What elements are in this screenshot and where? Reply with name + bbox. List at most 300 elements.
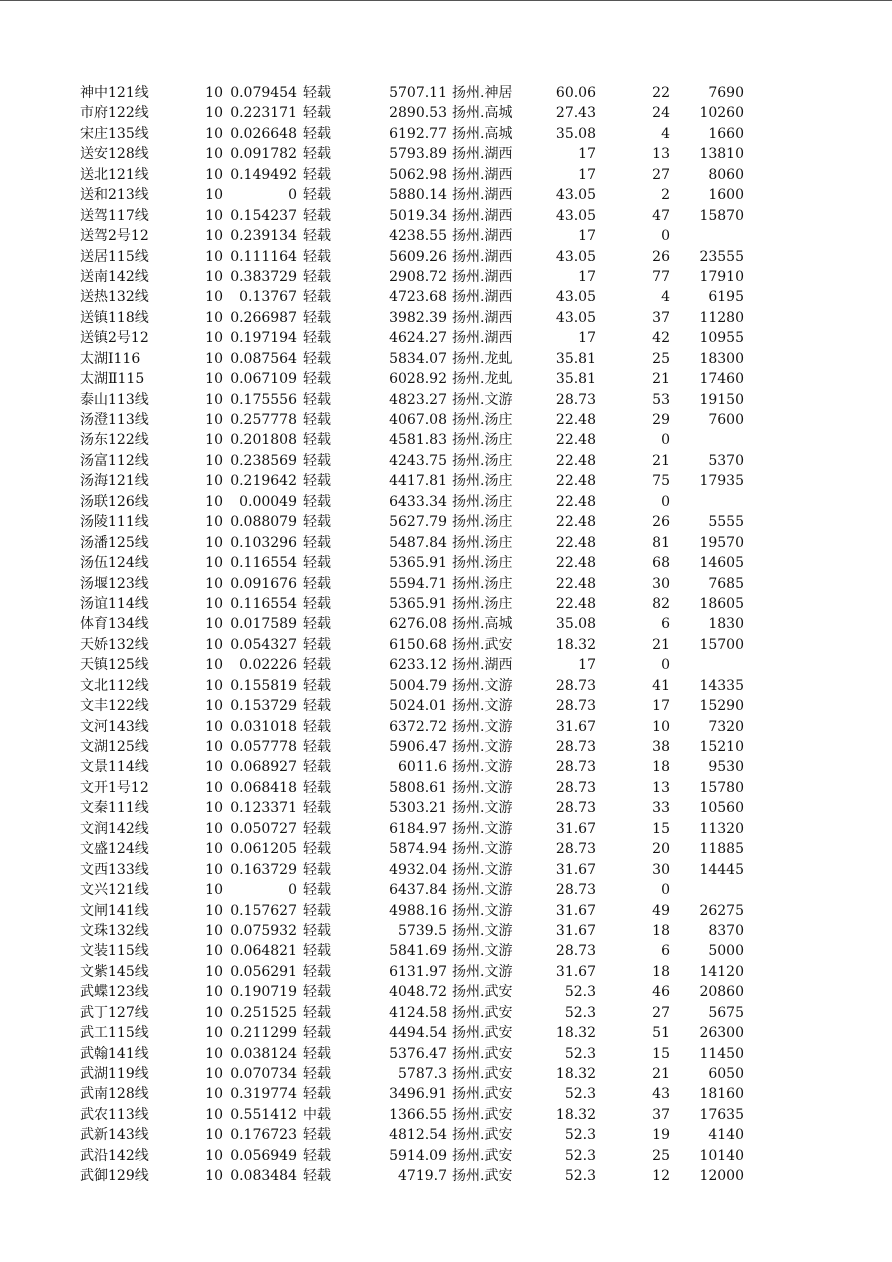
line-length-cell: 31.67 — [555, 922, 596, 939]
substation-cell: 扬州.汤庄 — [452, 555, 513, 572]
load-status-cell: 轻载 — [303, 595, 331, 612]
load-rate-cell: 0.176723 — [230, 1127, 297, 1144]
line-length-cell: 43.05 — [555, 187, 596, 204]
load-status-cell: 轻载 — [303, 739, 331, 755]
load-status-cell: 轻载 — [303, 657, 331, 674]
transformer-capacity-cell: 26300 — [699, 1025, 744, 1042]
substation-cell: 扬州.高城 — [452, 125, 513, 142]
table-row — [0, 1023, 892, 1043]
spare-capacity-cell: 6233.12 — [389, 657, 447, 674]
line-length-cell: 28.73 — [555, 391, 596, 408]
table-row — [0, 390, 892, 410]
table-row — [0, 165, 892, 185]
line-length-cell: 27.43 — [555, 105, 596, 122]
line-name-cell: 武御129线 — [80, 1168, 149, 1185]
transformer-count-cell: 17 — [652, 698, 670, 715]
transformer-count-cell: 29 — [652, 412, 670, 428]
voltage-cell: 10 — [205, 759, 223, 776]
transformer-count-cell: 37 — [652, 1106, 670, 1123]
load-rate-cell: 0.223171 — [230, 105, 297, 122]
spare-capacity-cell: 5739.5 — [398, 922, 447, 939]
spare-capacity-cell: 4932.04 — [389, 861, 447, 878]
line-length-cell: 35.08 — [555, 125, 596, 142]
voltage-cell: 10 — [205, 698, 223, 715]
substation-cell: 扬州.湖西 — [452, 228, 513, 245]
transformer-count-cell: 41 — [652, 677, 670, 694]
load-status-cell: 轻载 — [303, 555, 331, 572]
transformer-count-cell: 38 — [652, 739, 670, 755]
substation-cell: 扬州.湖西 — [452, 187, 513, 204]
spare-capacity-cell: 4494.54 — [389, 1025, 447, 1042]
spare-capacity-cell: 4417.81 — [389, 473, 447, 490]
table-row — [0, 1105, 892, 1125]
substation-cell: 扬州.武安 — [452, 1127, 513, 1144]
substation-cell: 扬州.武安 — [452, 1025, 513, 1042]
table-row — [0, 492, 892, 512]
spare-capacity-cell: 3496.91 — [389, 1086, 447, 1103]
spare-capacity-cell: 4067.08 — [389, 412, 447, 428]
voltage-cell: 10 — [205, 861, 223, 878]
spare-capacity-cell: 5874.94 — [389, 841, 447, 858]
spare-capacity-cell: 5793.89 — [389, 146, 447, 163]
line-name-cell: 太湖Ⅰ116 — [80, 350, 141, 367]
line-length-cell: 28.73 — [555, 698, 596, 715]
load-status-cell: 轻载 — [303, 371, 331, 388]
voltage-cell: 10 — [205, 657, 223, 674]
load-status-cell: 轻载 — [303, 677, 331, 694]
load-status-cell: 轻载 — [303, 984, 331, 1001]
table-row — [0, 901, 892, 921]
line-name-cell: 文湖125线 — [80, 739, 149, 755]
table-row — [0, 553, 892, 573]
line-name-cell: 文装115线 — [80, 943, 149, 960]
voltage-cell: 10 — [205, 452, 223, 469]
table-row — [0, 287, 892, 307]
line-length-cell: 22.48 — [555, 452, 596, 469]
line-length-cell: 52.3 — [564, 1127, 596, 1144]
table-row — [0, 982, 892, 1002]
transformer-count-cell: 0 — [661, 432, 670, 449]
line-name-cell: 文润142线 — [80, 820, 149, 837]
load-status-cell: 轻载 — [303, 85, 331, 101]
transformer-count-cell: 18 — [652, 759, 670, 776]
line-length-cell: 28.73 — [555, 943, 596, 960]
substation-cell: 扬州.汤庄 — [452, 432, 513, 449]
substation-cell: 扬州.文游 — [452, 841, 513, 858]
table-row — [0, 533, 892, 553]
spare-capacity-cell: 5808.61 — [389, 779, 447, 796]
load-rate-cell: 0.00049 — [239, 493, 297, 510]
load-rate-cell: 0.238569 — [230, 452, 297, 469]
table-row — [0, 921, 892, 941]
transformer-count-cell: 18 — [652, 963, 670, 980]
line-length-cell: 31.67 — [555, 718, 596, 735]
load-status-cell: 轻载 — [303, 1147, 331, 1164]
transformer-capacity-cell: 1830 — [708, 616, 744, 633]
spare-capacity-cell: 4124.58 — [389, 1004, 447, 1021]
load-rate-cell: 0.056949 — [230, 1147, 297, 1164]
table-row — [0, 819, 892, 839]
load-rate-cell: 0.383729 — [230, 268, 297, 285]
substation-cell: 扬州.湖西 — [452, 166, 513, 183]
load-rate-cell: 0.163729 — [230, 861, 297, 878]
voltage-cell: 10 — [205, 718, 223, 735]
load-status-cell: 轻载 — [303, 636, 331, 653]
line-length-cell: 43.05 — [555, 248, 596, 265]
table-row — [0, 185, 892, 205]
line-name-cell: 文丰122线 — [80, 698, 149, 715]
spare-capacity-cell: 4723.68 — [389, 289, 447, 306]
spare-capacity-cell: 5627.79 — [389, 514, 447, 531]
voltage-cell: 10 — [205, 1025, 223, 1042]
line-length-cell: 28.73 — [555, 882, 596, 899]
load-status-cell: 轻载 — [303, 779, 331, 796]
line-length-cell: 35.81 — [555, 371, 596, 388]
transformer-capacity-cell: 7690 — [708, 85, 744, 101]
substation-cell: 扬州.文游 — [452, 739, 513, 755]
transformer-count-cell: 46 — [652, 984, 670, 1001]
transformer-capacity-cell: 8060 — [708, 166, 744, 183]
spare-capacity-cell: 1366.55 — [389, 1106, 447, 1123]
load-status-cell: 轻载 — [303, 759, 331, 776]
load-status-cell: 轻载 — [303, 473, 331, 490]
line-length-cell: 43.05 — [555, 207, 596, 224]
load-status-cell: 轻载 — [303, 432, 331, 449]
substation-cell: 扬州.湖西 — [452, 248, 513, 265]
substation-cell: 扬州.文游 — [452, 698, 513, 715]
transformer-capacity-cell: 20860 — [699, 984, 744, 1001]
load-status-cell: 轻载 — [303, 452, 331, 469]
transformer-capacity-cell: 10140 — [699, 1147, 744, 1164]
table-row — [0, 103, 892, 123]
line-name-cell: 武沿142线 — [80, 1147, 149, 1164]
transformer-capacity-cell: 18160 — [699, 1086, 744, 1103]
line-length-cell: 52.3 — [564, 1045, 596, 1062]
voltage-cell: 10 — [205, 432, 223, 449]
line-length-cell: 43.05 — [555, 309, 596, 326]
transformer-count-cell: 15 — [652, 1045, 670, 1062]
transformer-count-cell: 42 — [652, 330, 670, 347]
load-rate-cell: 0.050727 — [230, 820, 297, 837]
table-row — [0, 328, 892, 348]
line-length-cell: 52.3 — [564, 1086, 596, 1103]
table-row — [0, 941, 892, 961]
line-name-cell: 文盛124线 — [80, 841, 149, 858]
line-name-cell: 送热132线 — [80, 289, 149, 306]
load-rate-cell: 0.103296 — [230, 534, 297, 551]
load-rate-cell: 0.123371 — [230, 800, 297, 817]
table-row — [0, 1084, 892, 1104]
load-rate-cell: 0.038124 — [230, 1045, 297, 1062]
load-status-cell: 轻载 — [303, 105, 331, 122]
load-rate-cell: 0.064821 — [230, 943, 297, 960]
substation-cell: 扬州.湖西 — [452, 268, 513, 285]
table-row — [0, 860, 892, 880]
line-length-cell: 18.32 — [555, 1106, 596, 1123]
spare-capacity-cell: 5024.01 — [389, 698, 447, 715]
transformer-capacity-cell: 1600 — [708, 187, 744, 204]
line-name-cell: 汤伍124线 — [80, 555, 149, 572]
line-length-cell: 28.73 — [555, 677, 596, 694]
line-name-cell: 汤澄113线 — [80, 412, 149, 428]
spare-capacity-cell: 5062.98 — [389, 166, 447, 183]
substation-cell: 扬州.武安 — [452, 1168, 513, 1185]
line-name-cell: 送居115线 — [80, 248, 149, 265]
table-row — [0, 369, 892, 389]
table-row — [0, 1003, 892, 1023]
load-status-cell: 轻载 — [303, 268, 331, 285]
substation-cell: 扬州.武安 — [452, 1147, 513, 1164]
load-status-cell: 轻载 — [303, 493, 331, 510]
line-length-cell: 22.48 — [555, 595, 596, 612]
voltage-cell: 10 — [205, 820, 223, 837]
transformer-count-cell: 30 — [652, 861, 670, 878]
table-row — [0, 349, 892, 369]
substation-cell: 扬州.湖西 — [452, 309, 513, 326]
transformer-count-cell: 18 — [652, 922, 670, 939]
line-length-cell: 31.67 — [555, 963, 596, 980]
load-rate-cell: 0.154237 — [230, 207, 297, 224]
load-status-cell: 轻载 — [303, 1025, 331, 1042]
transformer-count-cell: 24 — [652, 105, 670, 122]
voltage-cell: 10 — [205, 841, 223, 858]
transformer-count-cell: 6 — [661, 943, 670, 960]
spare-capacity-cell: 6028.92 — [389, 371, 447, 388]
table-row — [0, 1064, 892, 1084]
spare-capacity-cell: 4719.7 — [398, 1168, 447, 1185]
voltage-cell: 10 — [205, 166, 223, 183]
load-rate-cell: 0.175556 — [230, 391, 297, 408]
line-name-cell: 送和213线 — [80, 187, 149, 204]
transformer-capacity-cell: 18605 — [699, 595, 744, 612]
spare-capacity-cell: 2908.72 — [389, 268, 447, 285]
voltage-cell: 10 — [205, 1045, 223, 1062]
transformer-count-cell: 21 — [652, 636, 670, 653]
load-status-cell: 轻载 — [303, 841, 331, 858]
line-length-cell: 28.73 — [555, 841, 596, 858]
line-length-cell: 28.73 — [555, 739, 596, 755]
transformer-count-cell: 51 — [652, 1025, 670, 1042]
transformer-count-cell: 33 — [652, 800, 670, 817]
table-row — [0, 226, 892, 246]
table-row — [0, 696, 892, 716]
line-name-cell: 宋庄135线 — [80, 125, 149, 142]
substation-cell: 扬州.武安 — [452, 1004, 513, 1021]
spare-capacity-cell: 5303.21 — [389, 800, 447, 817]
load-status-cell: 轻载 — [303, 146, 331, 163]
line-name-cell: 文河143线 — [80, 718, 149, 735]
line-length-cell: 35.81 — [555, 350, 596, 367]
spare-capacity-cell: 5594.71 — [389, 575, 447, 592]
load-status-cell: 轻载 — [303, 1086, 331, 1103]
transformer-count-cell: 25 — [652, 350, 670, 367]
substation-cell: 扬州.武安 — [452, 1066, 513, 1082]
spare-capacity-cell: 4048.72 — [389, 984, 447, 1001]
voltage-cell: 10 — [205, 309, 223, 326]
voltage-cell: 10 — [205, 1066, 223, 1082]
load-status-cell: 轻载 — [303, 514, 331, 531]
load-status-cell: 轻载 — [303, 820, 331, 837]
transformer-capacity-cell: 4140 — [708, 1127, 744, 1144]
line-name-cell: 市府122线 — [80, 105, 149, 122]
load-status-cell: 轻载 — [303, 943, 331, 960]
load-rate-cell: 0.056291 — [230, 963, 297, 980]
load-rate-cell: 0.190719 — [230, 984, 297, 1001]
line-length-cell: 43.05 — [555, 289, 596, 306]
voltage-cell: 10 — [205, 534, 223, 551]
line-length-cell: 28.73 — [555, 779, 596, 796]
line-length-cell: 52.3 — [564, 984, 596, 1001]
line-name-cell: 武新143线 — [80, 1127, 149, 1144]
voltage-cell: 10 — [205, 1168, 223, 1185]
load-rate-cell: 0.057778 — [230, 739, 297, 755]
load-rate-cell: 0.088079 — [230, 514, 297, 531]
line-name-cell: 汤东122线 — [80, 432, 149, 449]
transformer-capacity-cell: 5675 — [708, 1004, 744, 1021]
substation-cell: 扬州.神居 — [452, 85, 513, 101]
table-row — [0, 512, 892, 532]
transformer-count-cell: 20 — [652, 841, 670, 858]
line-length-cell: 52.3 — [564, 1168, 596, 1185]
substation-cell: 扬州.武安 — [452, 1045, 513, 1062]
line-length-cell: 17 — [578, 657, 596, 674]
substation-cell: 扬州.文游 — [452, 943, 513, 960]
spare-capacity-cell: 5834.07 — [389, 350, 447, 367]
spare-capacity-cell: 2890.53 — [389, 105, 447, 122]
spare-capacity-cell: 5914.09 — [389, 1147, 447, 1164]
load-rate-cell: 0.201808 — [230, 432, 297, 449]
load-rate-cell: 0.070734 — [230, 1066, 297, 1082]
transformer-count-cell: 13 — [652, 146, 670, 163]
transformer-capacity-cell: 17910 — [699, 268, 744, 285]
transformer-count-cell: 53 — [652, 391, 670, 408]
spare-capacity-cell: 5487.84 — [389, 534, 447, 551]
line-length-cell: 17 — [578, 146, 596, 163]
spare-capacity-cell: 4238.55 — [389, 228, 447, 245]
transformer-capacity-cell: 8370 — [708, 922, 744, 939]
line-length-cell: 22.48 — [555, 534, 596, 551]
voltage-cell: 10 — [205, 677, 223, 694]
table-row — [0, 737, 892, 757]
voltage-cell: 10 — [205, 125, 223, 142]
substation-cell: 扬州.湖西 — [452, 207, 513, 224]
load-rate-cell: 0.02226 — [239, 657, 297, 674]
line-name-cell: 送镇2号12 — [80, 330, 149, 347]
line-length-cell: 31.67 — [555, 820, 596, 837]
spare-capacity-cell: 4988.16 — [389, 902, 447, 919]
transformer-count-cell: 0 — [661, 657, 670, 674]
voltage-cell: 10 — [205, 289, 223, 306]
voltage-cell: 10 — [205, 330, 223, 347]
transformer-capacity-cell: 18300 — [699, 350, 744, 367]
substation-cell: 扬州.汤庄 — [452, 575, 513, 592]
transformer-count-cell: 26 — [652, 248, 670, 265]
spare-capacity-cell: 5841.69 — [389, 943, 447, 960]
load-rate-cell: 0.026648 — [230, 125, 297, 142]
transformer-count-cell: 15 — [652, 820, 670, 837]
load-rate-cell: 0.13767 — [239, 289, 297, 306]
line-length-cell: 18.32 — [555, 1025, 596, 1042]
transformer-count-cell: 22 — [652, 85, 670, 101]
table-row — [0, 757, 892, 777]
line-name-cell: 神中121线 — [80, 85, 149, 101]
load-status-cell: 轻载 — [303, 922, 331, 939]
load-status-cell: 轻载 — [303, 1168, 331, 1185]
load-rate-cell: 0.219642 — [230, 473, 297, 490]
voltage-cell: 10 — [205, 514, 223, 531]
spare-capacity-cell: 4243.75 — [389, 452, 447, 469]
load-rate-cell: 0.054327 — [230, 636, 297, 653]
table-row — [0, 962, 892, 982]
spare-capacity-cell: 5365.91 — [389, 595, 447, 612]
voltage-cell: 10 — [205, 575, 223, 592]
spare-capacity-cell: 6011.6 — [398, 759, 447, 776]
load-rate-cell: 0.061205 — [230, 841, 297, 858]
transformer-count-cell: 27 — [652, 1004, 670, 1021]
line-length-cell: 22.48 — [555, 555, 596, 572]
line-length-cell: 31.67 — [555, 902, 596, 919]
voltage-cell: 10 — [205, 146, 223, 163]
line-name-cell: 汤联126线 — [80, 493, 149, 510]
spare-capacity-cell: 6433.34 — [389, 493, 447, 510]
transformer-capacity-cell: 5000 — [708, 943, 744, 960]
load-rate-cell: 0.031018 — [230, 718, 297, 735]
line-name-cell: 武蝶123线 — [80, 984, 149, 1001]
transformer-capacity-cell: 17935 — [699, 473, 744, 490]
load-status-cell: 轻载 — [303, 718, 331, 735]
load-status-cell: 轻载 — [303, 698, 331, 715]
line-name-cell: 武南128线 — [80, 1086, 149, 1103]
load-rate-cell: 0 — [288, 187, 297, 204]
load-status-cell: 轻载 — [303, 1066, 331, 1082]
load-status-cell: 轻载 — [303, 166, 331, 183]
transformer-capacity-cell: 15290 — [699, 698, 744, 715]
transformer-count-cell: 43 — [652, 1086, 670, 1103]
load-status-cell: 轻载 — [303, 350, 331, 367]
line-length-cell: 22.48 — [555, 412, 596, 428]
transformer-capacity-cell: 15870 — [699, 207, 744, 224]
transformer-capacity-cell: 7600 — [708, 412, 744, 428]
transformer-count-cell: 19 — [652, 1127, 670, 1144]
load-status-cell: 轻载 — [303, 800, 331, 817]
spare-capacity-cell: 6192.77 — [389, 125, 447, 142]
line-name-cell: 送驾2号12 — [80, 228, 149, 245]
voltage-cell: 10 — [205, 616, 223, 633]
load-status-cell: 轻载 — [303, 187, 331, 204]
transformer-capacity-cell: 11280 — [699, 309, 744, 326]
load-status-cell: 轻载 — [303, 330, 331, 347]
transformer-count-cell: 2 — [661, 187, 670, 204]
voltage-cell: 10 — [205, 207, 223, 224]
table-row — [0, 83, 892, 103]
load-rate-cell: 0.211299 — [230, 1025, 297, 1042]
transformer-count-cell: 68 — [652, 555, 670, 572]
spare-capacity-cell: 5019.34 — [389, 207, 447, 224]
transformer-capacity-cell: 17635 — [699, 1106, 744, 1123]
load-status-cell: 轻载 — [303, 861, 331, 878]
load-rate-cell: 0.017589 — [230, 616, 297, 633]
line-name-cell: 文珠132线 — [80, 922, 149, 939]
voltage-cell: 10 — [205, 636, 223, 653]
line-name-cell: 天镇125线 — [80, 657, 149, 674]
line-name-cell: 文开1号12 — [80, 779, 149, 796]
load-rate-cell: 0.075932 — [230, 922, 297, 939]
transformer-count-cell: 4 — [661, 289, 670, 306]
substation-cell: 扬州.汤庄 — [452, 595, 513, 612]
line-name-cell: 送北121线 — [80, 166, 149, 183]
load-status-cell: 轻载 — [303, 1127, 331, 1144]
table-row — [0, 778, 892, 798]
